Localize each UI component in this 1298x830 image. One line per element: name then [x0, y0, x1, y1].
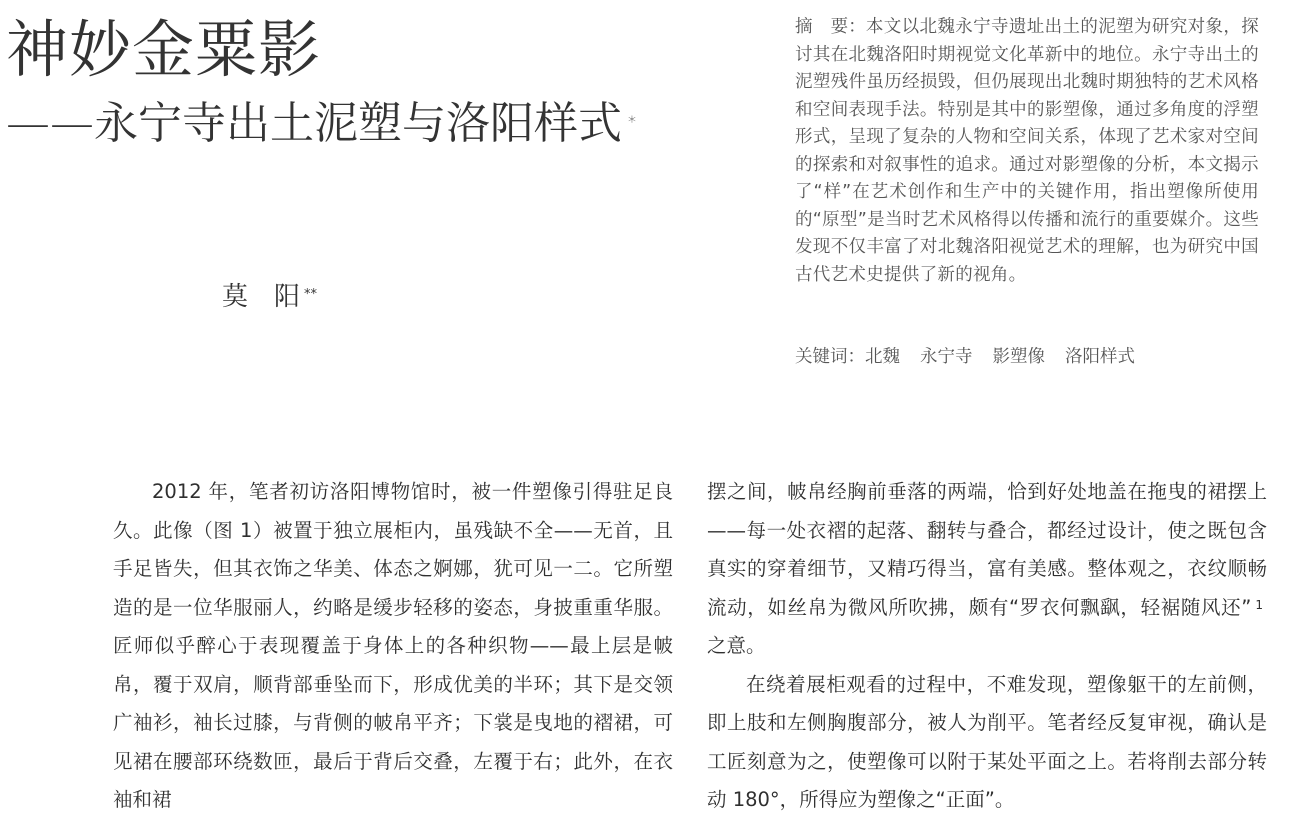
author-given: 莫 [222, 282, 249, 312]
footnote-mark: 1 [1255, 597, 1263, 612]
paper-subtitle [6, 96, 636, 152]
paper-title: 神妙金粟影 [6, 13, 322, 86]
keywords-label: 关键词： [795, 347, 865, 367]
keyword: 洛阳样式 [1065, 347, 1135, 367]
author-name [222, 280, 317, 314]
author-family: 阳 [274, 282, 301, 312]
title-footnote-mark: * [628, 112, 636, 131]
keyword: 永宁寺 [920, 347, 973, 367]
paper-subtitle-text: ——永宁寺出土泥塑与洛阳样式 [6, 98, 622, 149]
body-paragraph: 在绕着展柜观看的过程中，不难发现，塑像躯干的左前侧，即上肢和左侧胸腹部分，被人为削平。笔者经反复审视，确认是工匠刻意为之，使塑像可以附于某处平面之上。若将削去部分转动 180°，所得应为塑像之“正面”。 [707, 672, 1267, 811]
keywords [795, 343, 1155, 371]
body-column-right [707, 473, 1267, 820]
body-paragraph: 2012 年，笔者初访洛阳博物馆时，被一件塑像引得驻足良久。此像（图 1）被置于独立展柜内，虽残缺不全——无首，且手足皆失，但其衣饰之华美、体态之婀娜，犹可见一二。它所塑造的是一位华服丽人，约略是缓步轻移的姿态，身披重重华服。匠师似乎醉心于表现覆盖于身体上的各种织物——最上层是帔帛，覆于双肩，顺背部垂坠而下，形成优美的半环；其下是交领广袖衫，袖长过膝，与背侧的帔帛平齐；下裳是曳地的褶裙，可见裙在腰部环绕数匝，最后于背后交叠，左覆于右；此外，在衣袖和裙 [113, 480, 673, 811]
body-text: 摆之间，帔帛经胸前垂落的两端，恰到好处地盖在拖曳的裙摆上——每一处衣褶的起落、翻转与叠合，都经过设计，使之既包含真实的穿着细节，又精巧得当，富有美感。整体观之，衣纹顺畅流动，如丝帛为微风所吹拂，颇有“罗衣何飘飖，轻裾随风还” [707, 480, 1267, 619]
author-footnote-mark: ** [304, 287, 318, 302]
abstract [795, 14, 1259, 289]
abstract-text: 本文以北魏永宁寺遗址出土的泥塑为研究对象，探讨其在北魏洛阳时期视觉文化革新中的地位。永宁寺出土的泥塑残件虽历经损毁，但仍展现出北魏时期独特的艺术风格和空间表现手法。特别是其中的影塑像，通过多角度的浮塑形式，呈现了复杂的人物和空间关系，体现了艺术家对空间的探索和对叙事性的追求。通过对影塑像的分析，本文揭示了“样”在艺术创作和生产中的关键作用，指出塑像所使用的“原型”是当时艺术风格得以传播和流行的重要媒介。这些发现不仅丰富了对北魏洛阳视觉艺术的理解，也为研究中国古代艺术史提供了新的视角。 [795, 17, 1259, 285]
body-text: 之意。 [707, 634, 766, 657]
body-column-left [113, 473, 673, 820]
abstract-label: 摘 要： [795, 17, 866, 37]
body-paragraph [707, 473, 1267, 666]
keyword: 北魏 [865, 347, 900, 367]
keyword: 影塑像 [992, 347, 1045, 367]
